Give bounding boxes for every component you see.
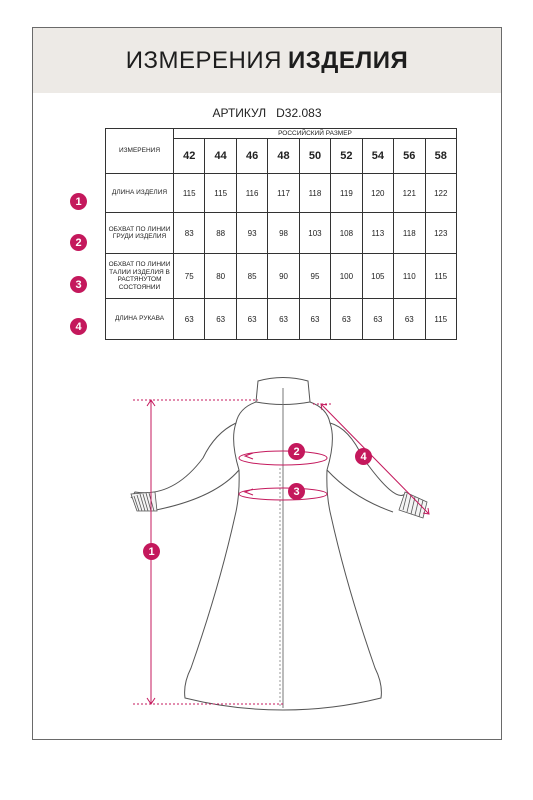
right-sleeve-bottom — [327, 470, 393, 512]
table-cell: 63 — [205, 299, 236, 340]
title-bold: ИЗДЕЛИЯ — [287, 46, 409, 74]
table-cell: 63 — [299, 299, 330, 340]
table-cell: 75 — [174, 254, 205, 299]
table-cell: 120 — [362, 174, 393, 213]
row-label: ОБХВАТ ПО ЛИНИИ ТАЛИИ ИЗДЕЛИЯ В РАСТЯНУТОМ СОСТОЯНИИ — [106, 254, 174, 299]
size-chart-card — [32, 27, 502, 740]
dress-diagram — [33, 28, 501, 739]
size-header: 52 — [331, 139, 362, 174]
table-cell: 83 — [174, 213, 205, 254]
sleeve-measure-line — [321, 404, 429, 514]
table-cell: 63 — [394, 299, 425, 340]
table-cell: 90 — [268, 254, 299, 299]
table-cell: 63 — [362, 299, 393, 340]
table-cell: 123 — [425, 213, 457, 254]
marker-waist: 3 — [288, 483, 305, 500]
right-sleeve-top — [330, 423, 413, 498]
size-header: 56 — [394, 139, 425, 174]
table-cell: 63 — [268, 299, 299, 340]
row-label: ОБХВАТ ПО ЛИНИИ ГРУДИ ИЗДЕЛИЯ — [106, 213, 174, 254]
left-sleeve-bottom — [156, 470, 239, 510]
left-cuff — [131, 492, 157, 511]
table-cell: 115 — [425, 299, 457, 340]
table-cell: 115 — [205, 174, 236, 213]
row-number-badge: 4 — [70, 318, 87, 335]
table-cell: 103 — [299, 213, 330, 254]
marker-chest: 2 — [288, 443, 305, 460]
table-cell: 93 — [236, 213, 267, 254]
table-cell: 108 — [331, 213, 362, 254]
size-header: 42 — [174, 139, 205, 174]
table-cell: 110 — [394, 254, 425, 299]
article-code: D32.083 — [276, 106, 322, 120]
table-cell: 121 — [394, 174, 425, 213]
table-cell: 98 — [268, 213, 299, 254]
table-cell: 119 — [331, 174, 362, 213]
table-cell: 105 — [362, 254, 393, 299]
table-cell: 118 — [394, 213, 425, 254]
row-number-badge: 3 — [70, 276, 87, 293]
row-label: ДЛИНА РУКАВА — [106, 299, 174, 340]
table-cell: 100 — [331, 254, 362, 299]
title-light: ИЗМЕРЕНИЯ — [125, 46, 282, 74]
table-cell: 116 — [236, 174, 267, 213]
table-cell: 63 — [236, 299, 267, 340]
table-cell: 63 — [331, 299, 362, 340]
article-label: АРТИКУЛ — [212, 106, 267, 120]
size-header: 46 — [236, 139, 267, 174]
row-label: ДЛИНА ИЗДЕЛИЯ — [106, 174, 174, 213]
table-cell: 113 — [362, 213, 393, 254]
table-cell: 115 — [425, 254, 457, 299]
right-cuff — [399, 492, 427, 518]
table-cell: 80 — [205, 254, 236, 299]
size-header: 44 — [205, 139, 236, 174]
table-cell: 63 — [174, 299, 205, 340]
size-header: 54 — [362, 139, 393, 174]
size-header: 58 — [425, 139, 457, 174]
table-cell: 88 — [205, 213, 236, 254]
table-cell: 95 — [299, 254, 330, 299]
table-cell: 117 — [268, 174, 299, 213]
row-number-badge: 1 — [70, 193, 87, 210]
marker-length: 1 — [143, 543, 160, 560]
table-cell: 122 — [425, 174, 457, 213]
size-header: 48 — [268, 139, 299, 174]
measure-header: ИЗМЕРЕНИЯ — [106, 129, 174, 174]
size-header: 50 — [299, 139, 330, 174]
size-group-header: РОССИЙСКИЙ РАЗМЕР — [174, 129, 457, 139]
marker-sleeve: 4 — [355, 448, 372, 465]
table-cell: 85 — [236, 254, 267, 299]
row-number-badge: 2 — [70, 234, 87, 251]
table-cell: 115 — [174, 174, 205, 213]
table-cell: 118 — [299, 174, 330, 213]
